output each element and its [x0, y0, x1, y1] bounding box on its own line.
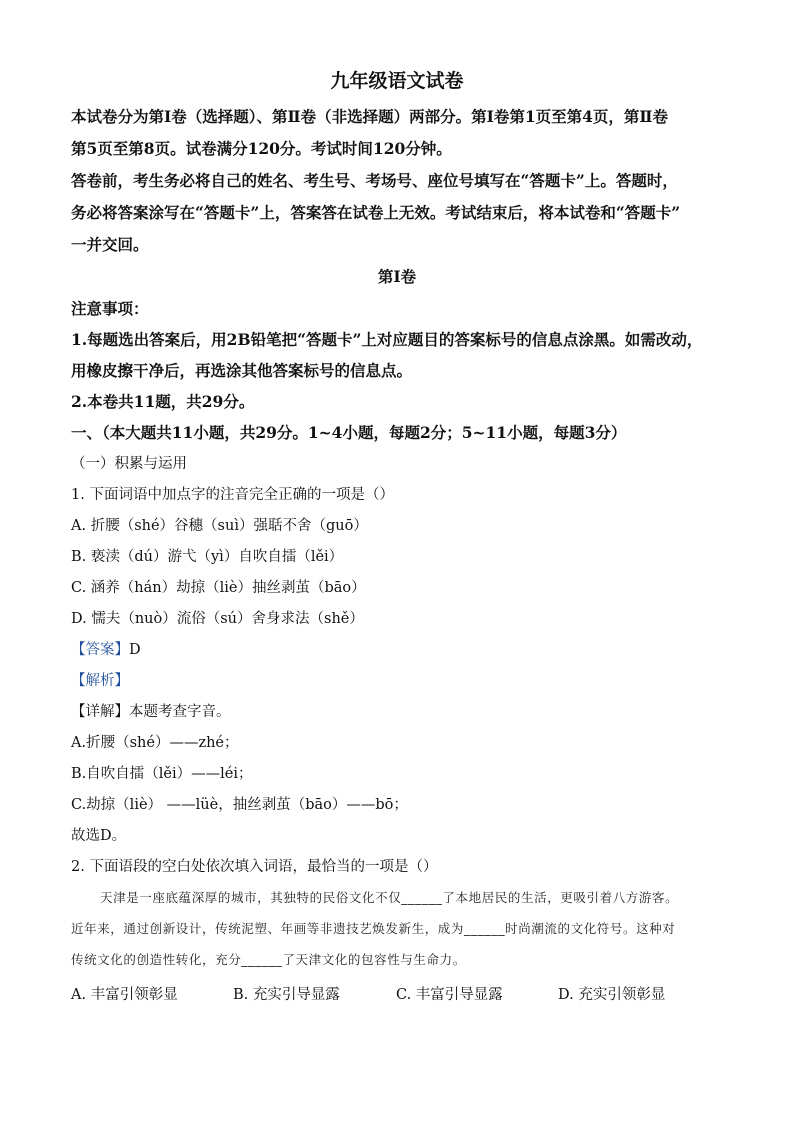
detail-tag: 【详解】: [71, 704, 129, 720]
q1-analysis-tag: [71, 669, 129, 690]
page-title: 九年级语文试卷: [330, 70, 464, 92]
subsection-heading: （一）积累与运用: [71, 456, 187, 472]
answer-value: D: [129, 642, 141, 658]
part-heading: 一、（本大题共11小题，共29分。1~4小题，每题2分；5~11小题，每题3分）: [71, 423, 627, 442]
analysis-tag: 【解析】: [71, 673, 129, 689]
intro-line-4: 务必将答案涂写在“答题卡”上，答案答在试卷上无效。考试结束后，将本试卷和“答题卡”: [71, 203, 681, 222]
q1-detail: [71, 700, 231, 721]
q2-stem: 2. 下面语段的空白处依次填入词语，最恰当的一项是（）: [71, 859, 438, 875]
intro-line-1: 本试卷分为第Ⅰ卷（选择题）、第Ⅱ卷（非选择题）两部分。第Ⅰ卷第1页至第4页，第Ⅱ卷: [71, 107, 668, 126]
q1-stem: 1. 下面词语中加点字的注音完全正确的一项是（）: [71, 487, 394, 503]
q1-explanation-b: B.自吹自擂（lěi）——léi；: [71, 766, 253, 782]
answer-tag: 【答案】: [71, 642, 129, 658]
intro-line-5: 一并交回。: [71, 235, 149, 254]
q2-passage-line-3: 传统文化的创造性转化，充分______了天津文化的包容性与生命力。: [71, 952, 466, 967]
q2-option-c: C. 丰富引导显露: [396, 987, 503, 1003]
q2-option-b: B. 充实引导显露: [233, 987, 340, 1003]
q2-option-a: A. 丰富引领彰显: [71, 987, 178, 1003]
q1-option-b: B. 亵渎（dú）游弋（yì）自吹自擂（lěi）: [71, 549, 344, 565]
note-line-3: 2.本卷共11题，共29分。: [71, 392, 255, 411]
q2-option-d: D. 充实引领彰显: [558, 987, 666, 1003]
q2-passage-line-1: 天津是一座底蕴深厚的城市，其独特的民俗文化不仅______了本地居民的生活，更吸引着八方游客。: [100, 890, 679, 905]
notes-heading: 注意事项：: [71, 299, 149, 318]
intro-line-3: 答卷前，考生务必将自己的姓名、考生号、考场号、座位号填写在“答题卡”上。答题时，: [71, 171, 678, 190]
detail-text: 本题考查字音。: [129, 704, 231, 720]
section-title: 第Ⅰ卷: [377, 267, 417, 286]
q1-explanation-a: A.折腰（shé）——zhé；: [71, 735, 239, 751]
note-line-1: 1.每题选出答案后，用2B铅笔把“答题卡”上对应题目的答案标号的信息点涂黑。如需改动，: [71, 330, 703, 349]
intro-line-2: 第5页至第8页。试卷满分120分。考试时间120分钟。: [71, 139, 452, 158]
q1-answer: [71, 638, 141, 659]
note-line-2: 用橡皮擦干净后，再选涂其他答案标号的信息点。: [71, 361, 413, 380]
q2-passage-line-2: 近年来，通过创新设计，传统泥塑、年画等非遗技艺焕发新生，成为______时尚潮流的文化符号。这种对: [71, 921, 676, 936]
q1-option-c: C. 涵养（hán）劫掠（liè）抽丝剥茧（bāo）: [71, 580, 366, 596]
q1-conclusion: 故选D。: [71, 828, 127, 844]
q1-option-d: D. 懦夫（nuò）流俗（sú）舍身求法（shě）: [71, 611, 364, 627]
q1-explanation-c: C.劫掠（liè） ——lüè，抽丝剥茧（bāo）——bō；: [71, 797, 408, 813]
q1-option-a: A. 折腰（shé）谷穗（suì）强聒不舍（guō）: [71, 518, 368, 534]
